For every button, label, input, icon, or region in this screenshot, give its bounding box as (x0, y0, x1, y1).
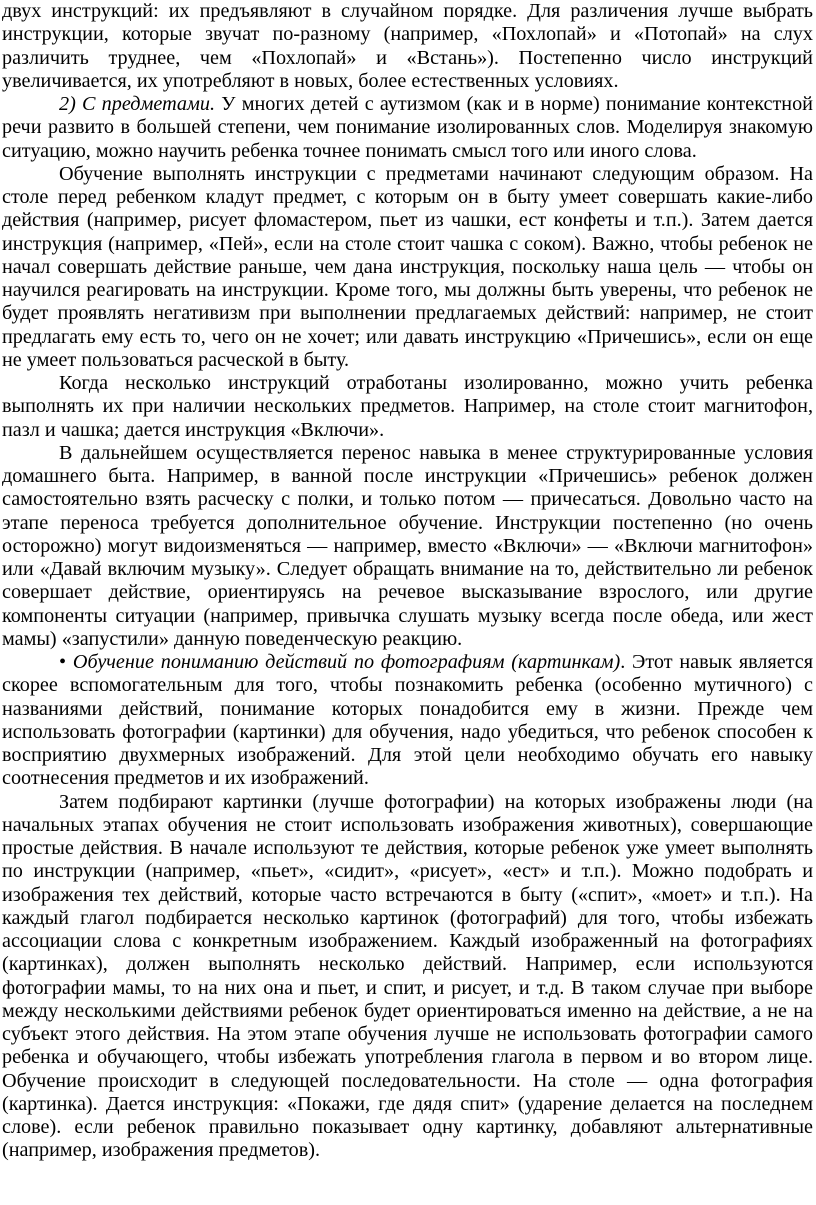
paragraph-continuation (2, 0, 813, 93)
paragraph-text: двух инструкций: их предъявляют в случайном порядке. Для различения лучше выбрать инструкции, которые звучат по-разному (например, «Похлопай» и «Потопай» на слух различить труднее, чем «Похлопай» и «Встань»). Постепенно число инструкций увеличивается, их употребляют в новых, более естественных условиях. (2, 0, 813, 92)
paragraph-with-objects (2, 93, 813, 163)
bullet-marker: • (59, 651, 73, 673)
paragraph-text: Когда несколько инструкций отработаны изолированно, можно учить ребенка выполнять их при наличии нескольких предметов. Например, на столе стоит магнитофон, пазл и чашка; дается инструкция «Включи». (2, 372, 813, 441)
paragraph-text: . Этот навык является скорее вспомогательным для того, чтобы познакомить ребенка (особенно мутичного) с названиями действий, понимание которых понадобится ему в жизни. Прежде чем использовать фотографии (картинки) для обучения, надо убедиться, что ребенок способен к восприятию двухмерных изображений. Для этой цели необходимо обучать его навыку соотнесения предметов и их изображений. (2, 651, 813, 790)
paragraph-photo-actions (2, 651, 813, 791)
section-heading-with-objects: 2) С предметами. (59, 93, 216, 115)
paragraph-text: У многих детей с аутизмом (как и в норме) понимание контекстной речи развито в большей степени, чем понимание изолированных слов. Моделируя знакомую ситуацию, можно научить ребенка точнее понимать смысл того или иного слова. (2, 93, 813, 162)
section-heading-photo-actions: Обучение пониманию действий по фотографиям (картинкам) (72, 651, 621, 673)
paragraph-object-training (2, 163, 813, 372)
paragraph-skill-transfer (2, 442, 813, 651)
paragraph-picture-selection (2, 791, 813, 1163)
paragraph-text: Затем подбирают картинки (лучше фотографии) на которых изображены люди (на начальных этапах обучения не стоит использовать изображения животных), совершающие простые действия. В начале используют те действия, которые ребенок уже умеет выполнять по инструкции (например, «пьет», «сидит», «рисует», «ест» и т.п.). Можно подобрать и изображения тех действий, которые часто встречаются в быту («спит», «моет» и т.п.). На каждый глагол подбирается несколько картинок (фотографий) для того, чтобы избежать ассоциации слова с конкретным изображением. Каждый изображенный на фотографиях (картинках), должен выполнять несколько действий. Например, если используются фотографии мамы, то на них она и пьет, и спит, и рисует, и т.д. В таком случае при выборе между несколькими действиями ребенок будет ориентироваться именно на действие, а не на субъект этого действия. На этом этапе обучения лучше не использовать фотографии самого ребенка и обучающего, чтобы избежать употребления глагола в первом и во втором лице. Обучение происходит в следующей последовательности. На столе — одна фотография (картинка). Дается инструкция: «Покажи, где дядя спит» (ударение делается на последнем слове). если ребенок правильно показывает одну картинку, добавляют альтернативные (например, изображения предметов). (2, 790, 813, 1162)
paragraph-text: В дальнейшем осуществляется перенос навыка в менее структурированные условия домашнего быта. Например, в ванной после инструкции «Причешись» ребенок должен самостоятельно взять расческу с полки, и только потом — причесаться. Довольно часто на этапе переноса требуется дополнительное обучение. Инструкции постепенно (но очень осторожно) могут видоизменяться — например, вместо «Включи» — «Включи магнитофон» или «Давай включим музыку». Следует обращать внимание на то, действительно ли ребенок совершает действие, ориентируясь на речевое высказывание взрослого, или другие компоненты ситуации (например, привычка слушать музыку всегда после обеда, или жест мамы) «запустили» данную поведенческую реакцию. (2, 441, 813, 650)
paragraph-text: Обучение выполнять инструкции с предметами начинают следующим образом. На столе перед ребенком кладут предмет, с которым он в быту умеет совершать какие-либо действия (например, рисует фломастером, пьет из чашки, ест конфеты и т.п.). Затем дается инструкция (например, «Пей», если на столе стоит чашка с соком). Важно, чтобы ребенок не начал совершать действие раньше, чем дана инструкция, поскольку наша цель — чтобы он научился реагировать на инструкции. Кроме того, мы должны быть уверены, что ребенок не будет проявлять негативизм при выполнении предлагаемых действий: например, не стоит предлагать ему есть то, чего он не хочет; или давать инструкцию «Причешись», если он еще не умеет пользоваться расческой в быту. (2, 162, 813, 371)
paragraph-several-objects (2, 372, 813, 442)
